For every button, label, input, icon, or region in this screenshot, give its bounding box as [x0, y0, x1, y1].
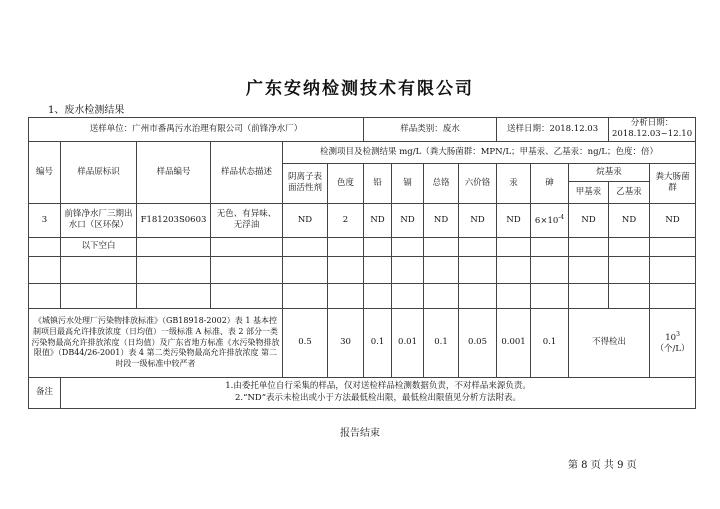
sample-state-cell: 无色、有异味、无浮油 [211, 203, 283, 237]
category-cell: 样品类别：废水 [364, 118, 497, 142]
sample-original-id-cell: 前锋净水厂三期出水口（区环保） [61, 203, 137, 237]
fecal-base: 10 [665, 332, 677, 343]
table-row [29, 283, 696, 308]
remarks-content [61, 377, 696, 408]
sample-chromium-vi-cell: ND [459, 203, 497, 237]
header-items: 检测项目及检测结果 mg/L（粪大肠菌群：MPN/L；甲基汞、乙基汞：ng/L；色度：倍） [283, 141, 696, 163]
remarks-label: 备注 [29, 377, 61, 408]
sample-color-cell: 2 [328, 203, 364, 237]
sample-methyl-mercury-cell: ND [569, 203, 609, 237]
header-mercury: 汞 [497, 163, 531, 203]
standard-chromium-total: 0.1 [424, 308, 459, 377]
standard-alkyl-mercury: 不得检出 [569, 308, 650, 377]
section-title: 1、废水检测结果 [48, 105, 125, 116]
standard-text: 《城镇污水处理厂污染物排放标准》（GB18918-2002）表 1 基本控制项目最高允许排放浓度（日均值）一级标准 A 标准、表 2 部分一类污染物最高允许排放浓度（日均值）及广东省地方标准《水污染物排放限值》（DB44/26-2001）表 4 第二类污染物最高允许排放浓度 第二时段一级标准中较严者 [29, 308, 283, 377]
standard-lead: 0.1 [364, 308, 392, 377]
header-methyl-mercury: 甲基汞 [569, 181, 609, 203]
remark-line-1: 1.由委托单位自行采集的样品，仅对送检样品检测数据负责，不对样品来源负责。 [225, 381, 531, 392]
sample-code-cell: F181203S0603 [137, 203, 211, 237]
sample-lead-cell: ND [364, 203, 392, 237]
client-cell: 送样单位：广州市番禺污水治理有限公司（前锋净水厂） [29, 118, 364, 142]
sample-no-cell: 3 [29, 203, 61, 237]
arsenic-base: 6×10 [534, 215, 559, 226]
report-end: 报告结束 [340, 428, 380, 439]
sample-cadmium-cell: ND [392, 203, 424, 237]
sample-ethyl-mercury-cell: ND [609, 203, 650, 237]
delivery-date-cell: 送样日期：2018.12.03 [497, 118, 609, 142]
info-row [29, 118, 696, 142]
header-fecal-coliform: 粪大肠菌群 [650, 163, 696, 203]
header-alkyl-mercury: 烷基汞 [569, 163, 650, 181]
standard-fecal-coliform [650, 308, 696, 377]
header-chromium-total: 总铬 [424, 163, 459, 203]
table-row [29, 237, 696, 256]
standard-anion: 0.5 [283, 308, 328, 377]
header-cadmium: 镉 [392, 163, 424, 203]
sample-arsenic-cell [531, 203, 569, 237]
header-lead: 铅 [364, 163, 392, 203]
sample-fecal-coliform-cell: ND [650, 203, 696, 237]
header-original-id: 样品原标识 [61, 141, 137, 203]
header-sample-no: 样品编号 [137, 141, 211, 203]
header-color: 色度 [328, 163, 364, 203]
standard-cadmium: 0.01 [392, 308, 424, 377]
standard-mercury: 0.001 [497, 308, 531, 377]
analysis-date-cell: 分析日期：2018.12.03~12.10 [609, 118, 696, 142]
header-no: 编号 [29, 141, 61, 203]
sample-mercury-cell: ND [497, 203, 531, 237]
page-number: 第 8 页 共 9 页 [568, 460, 637, 471]
blank-note: 以下空白 [61, 237, 137, 256]
header-ethyl-mercury: 乙基汞 [609, 181, 650, 203]
header-arsenic: 砷 [531, 163, 569, 203]
standard-arsenic: 0.1 [531, 308, 569, 377]
header-row-1 [29, 141, 696, 163]
sample-chromium-total-cell: ND [424, 203, 459, 237]
sample-anion-cell: ND [283, 203, 328, 237]
standard-chromium-vi: 0.05 [459, 308, 497, 377]
standard-row [29, 308, 696, 377]
fecal-unit: （个/L） [655, 343, 690, 354]
remark-line-2: 2.“ND”表示未检出或小于方法最低检出限，最低检出限值见分析方法附表。 [235, 392, 522, 403]
results-table [28, 117, 696, 409]
standard-color: 30 [328, 308, 364, 377]
header-chromium-vi: 六价铬 [459, 163, 497, 203]
fecal-exponent: 3 [676, 330, 680, 338]
table-row [29, 203, 696, 237]
table-row [29, 256, 696, 283]
header-anion: 阴离子表面活性剂 [283, 163, 328, 203]
arsenic-exponent: -4 [558, 213, 565, 221]
page-title: 广东安纳检测技术有限公司 [246, 79, 474, 99]
remarks-row [29, 377, 696, 408]
header-state: 样品状态描述 [211, 141, 283, 203]
